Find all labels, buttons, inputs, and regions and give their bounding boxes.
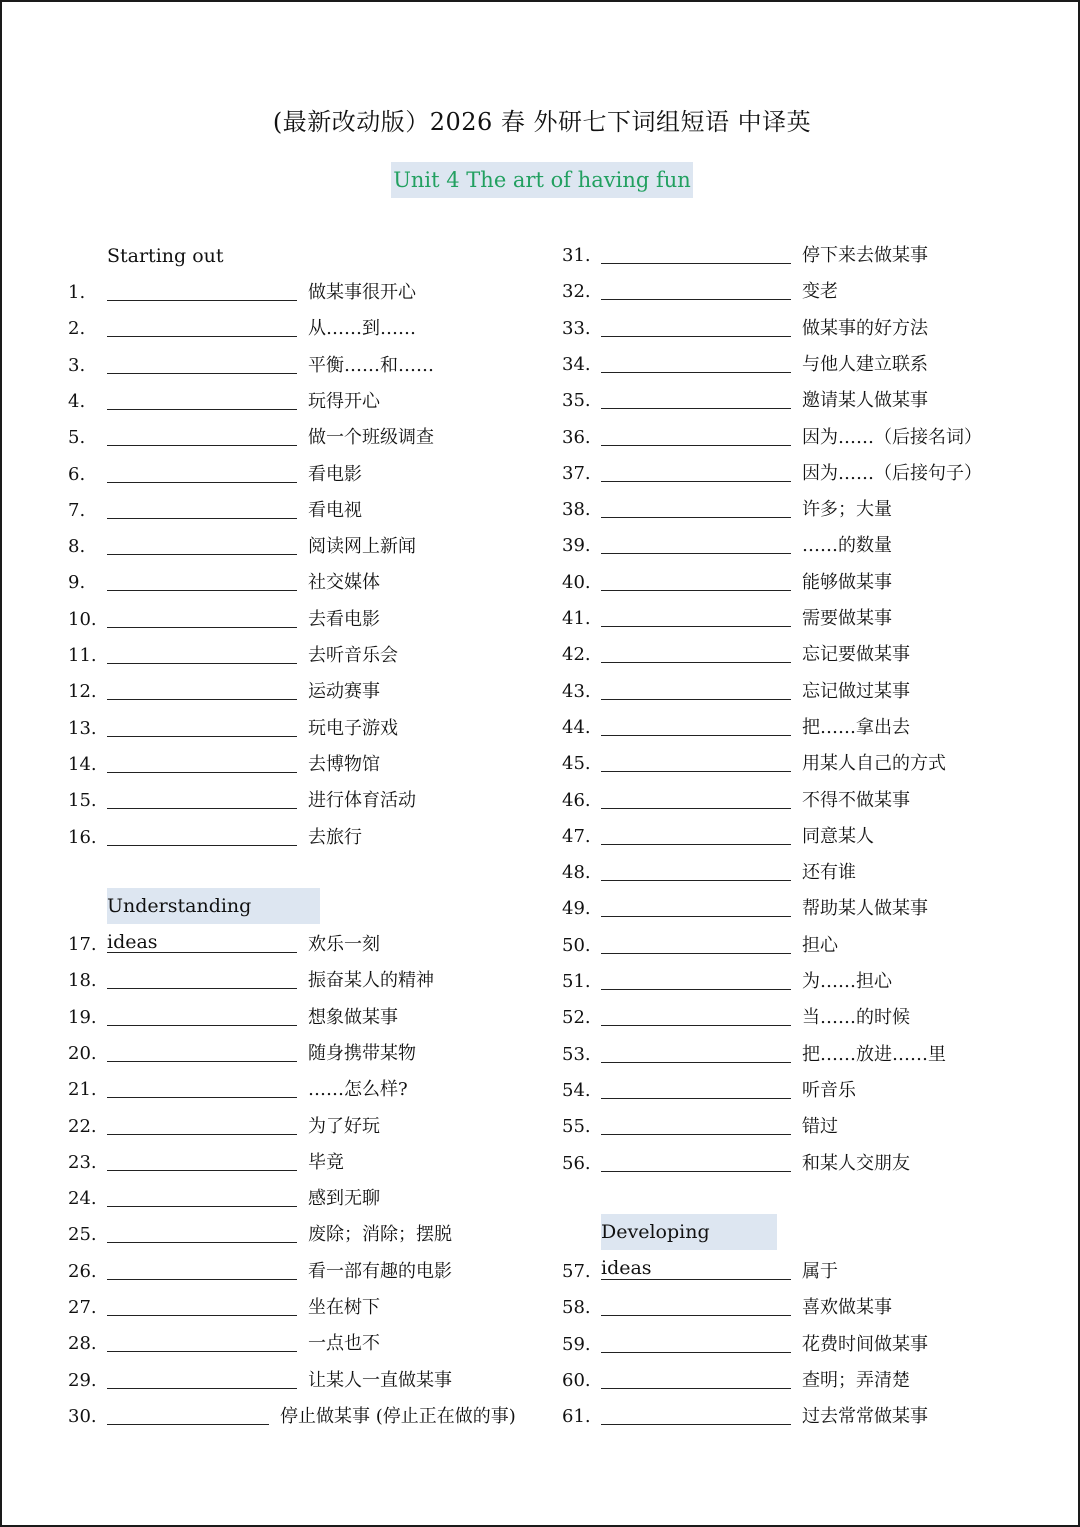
list-item [68,963,548,999]
chinese-phrase: 社交媒体 [308,572,380,593]
section-understanding-ideas: Understanding ideas [107,888,320,924]
answer-blank[interactable] [107,1242,297,1243]
item-number: 11. [68,645,97,666]
list-item [562,1109,1062,1145]
answer-blank[interactable] [601,263,791,264]
list-item [562,855,1062,891]
unit-title: Unit 4 The art of having fun [391,162,693,198]
list-item [562,274,1062,310]
answer-blank[interactable] [601,553,791,554]
answer-blank[interactable] [107,1097,297,1098]
chinese-phrase: 去博物馆 [308,754,380,775]
answer-blank[interactable] [601,408,791,409]
item-number: 5. [68,427,86,448]
section-starting-out: Starting out [107,245,224,267]
chinese-phrase: 为了好玩 [308,1116,380,1137]
list-item [562,492,1062,528]
item-number: 18. [68,970,97,991]
item-number: 54. [562,1080,591,1101]
item-number: 29. [68,1370,97,1391]
answer-blank[interactable] [601,1388,791,1389]
item-number: 15. [68,790,97,811]
chinese-phrase: 听音乐 [802,1080,856,1101]
answer-blank[interactable] [107,1351,297,1352]
chinese-phrase: 玩电子游戏 [308,718,398,739]
item-number: 35. [562,390,591,411]
answer-blank[interactable] [601,299,791,300]
answer-blank[interactable] [107,1025,297,1026]
list-item [68,638,548,674]
chinese-phrase: 查明；弄清楚 [802,1370,910,1391]
item-number: 13. [68,718,97,739]
item-number: 23. [68,1152,97,1173]
answer-blank[interactable] [107,952,297,953]
chinese-phrase: 去听音乐会 [308,645,398,666]
list-item [68,565,548,601]
item-number: 4. [68,391,86,412]
answer-blank[interactable] [107,988,297,989]
list-item [562,746,1062,782]
item-number: 17. [68,934,97,955]
chinese-phrase: 为……担心 [802,971,892,992]
answer-blank[interactable] [601,699,791,700]
answer-blank[interactable] [601,880,791,881]
answer-blank[interactable] [107,300,297,301]
list-item [68,1145,548,1181]
list-item [562,528,1062,564]
item-number: 52. [562,1007,591,1028]
answer-blank[interactable] [601,372,791,373]
list-item [68,493,548,529]
list-item [68,1000,548,1036]
chinese-phrase: 因为……（后接名词） [802,427,982,448]
chinese-phrase: 忘记要做某事 [802,644,910,665]
list-item [68,1290,548,1326]
answer-blank[interactable] [107,1134,297,1135]
list-item [68,457,548,493]
chinese-phrase: 能够做某事 [802,572,892,593]
item-number: 33. [562,318,591,339]
answer-blank[interactable] [601,626,791,627]
chinese-phrase: 需要做某事 [802,608,892,629]
item-number: 56. [562,1153,591,1174]
answer-blank[interactable] [601,1171,791,1172]
list-item [68,747,548,783]
list-item [562,637,1062,673]
answer-blank[interactable] [601,1352,791,1353]
list-item [68,1072,548,1108]
item-number: 16. [68,827,97,848]
list-item [562,456,1062,492]
chinese-phrase: 坐在树下 [308,1297,380,1318]
item-number: 47. [562,826,591,847]
answer-blank[interactable] [107,1279,297,1280]
item-number: 57. [562,1261,591,1282]
answer-blank[interactable] [601,808,791,809]
list-item [68,602,548,638]
list-item [68,1254,548,1290]
answer-blank[interactable] [601,662,791,663]
list-item [68,348,548,384]
list-item [68,1399,548,1435]
item-number: 26. [68,1261,97,1282]
answer-blank[interactable] [107,1206,297,1207]
answer-blank[interactable] [601,336,791,337]
answer-blank[interactable] [107,554,297,555]
list-item [562,928,1062,964]
chinese-phrase: 做一个班级调查 [308,427,434,448]
chinese-phrase: 担心 [802,935,838,956]
answer-blank[interactable] [107,590,297,591]
chinese-phrase: 因为……（后接句子） [802,463,982,484]
answer-blank[interactable] [107,663,297,664]
document-title: (最新改动版）2026 春 外研七下词组短语 中译英 [272,108,812,136]
answer-blank[interactable] [107,482,297,483]
chinese-phrase: 运动赛事 [308,681,380,702]
chinese-phrase: 想象做某事 [308,1007,398,1028]
chinese-phrase: 邀请某人做某事 [802,390,928,411]
chinese-phrase: 看电视 [308,500,362,521]
chinese-phrase: 过去常常做某事 [802,1406,928,1427]
chinese-phrase: 随身携带某物 [308,1043,416,1064]
list-item [562,1037,1062,1073]
list-item [562,565,1062,601]
answer-blank[interactable] [601,844,791,845]
item-number: 30. [68,1406,97,1427]
item-number: 10. [68,609,97,630]
answer-blank[interactable] [601,735,791,736]
item-number: 60. [562,1370,591,1391]
chinese-phrase: 忘记做过某事 [802,681,910,702]
item-number: 12. [68,681,97,702]
answer-blank[interactable] [107,736,297,737]
chinese-phrase: 还有谁 [802,862,856,883]
answer-blank[interactable] [107,1388,297,1389]
list-item [562,819,1062,855]
item-number: 39. [562,535,591,556]
list-item [68,529,548,565]
list-item [562,383,1062,419]
item-number: 37. [562,463,591,484]
chinese-phrase: 看电影 [308,464,362,485]
list-item [68,1363,548,1399]
item-number: 42. [562,644,591,665]
answer-blank[interactable] [107,1061,297,1062]
chinese-phrase: 把……拿出去 [802,717,910,738]
item-number: 59. [562,1334,591,1355]
list-item [68,384,548,420]
chinese-phrase: 变老 [802,281,838,302]
answer-blank[interactable] [601,771,791,772]
answer-blank[interactable] [601,953,791,954]
item-number: 22. [68,1116,97,1137]
chinese-phrase: 当……的时候 [802,1007,910,1028]
list-item [68,783,548,819]
list-item [562,1363,1062,1399]
item-number: 9. [68,572,86,593]
list-item [68,927,548,963]
chinese-phrase: 平衡……和…… [308,355,434,376]
item-number: 14. [68,754,97,775]
chinese-phrase: 一点也不 [308,1333,380,1354]
answer-blank[interactable] [601,517,791,518]
answer-blank[interactable] [107,336,297,337]
list-item [562,1000,1062,1036]
answer-blank[interactable] [107,772,297,773]
chinese-phrase: 与他人建立联系 [802,354,928,375]
answer-blank[interactable] [601,1098,791,1099]
chinese-phrase: 进行体育活动 [308,790,416,811]
chinese-phrase: 停下来去做某事 [802,245,928,266]
list-item [68,820,548,856]
item-number: 34. [562,354,591,375]
chinese-phrase: 把……放进……里 [802,1044,946,1065]
section-developing-ideas: Developing ideas [601,1214,777,1250]
list-item [562,783,1062,819]
item-number: 6. [68,464,86,485]
list-item [562,601,1062,637]
item-number: 44. [562,717,591,738]
list-item [68,674,548,710]
item-number: 40. [562,572,591,593]
chinese-phrase: ……的数量 [802,535,892,556]
answer-blank[interactable] [601,481,791,482]
list-item [562,674,1062,710]
chinese-phrase: 去旅行 [308,827,362,848]
item-number: 45. [562,753,591,774]
answer-blank[interactable] [107,699,297,700]
chinese-phrase: ……怎么样? [308,1079,408,1100]
answer-blank[interactable] [107,627,297,628]
answer-blank[interactable] [107,1424,269,1425]
chinese-phrase: 欢乐一刻 [308,934,380,955]
chinese-phrase: 看一部有趣的电影 [308,1261,452,1282]
item-number: 50. [562,935,591,956]
chinese-phrase: 做某事的好方法 [802,318,928,339]
item-number: 24. [68,1188,97,1209]
item-number: 1. [68,282,86,303]
item-number: 43. [562,681,591,702]
list-item [68,420,548,456]
item-number: 27. [68,1297,97,1318]
item-number: 32. [562,281,591,302]
list-item [562,238,1062,274]
item-number: 55. [562,1116,591,1137]
chinese-phrase: 喜欢做某事 [802,1297,892,1318]
item-number: 8. [68,536,86,557]
list-item [562,1290,1062,1326]
chinese-phrase: 用某人自己的方式 [802,753,946,774]
chinese-phrase: 花费时间做某事 [802,1334,928,1355]
list-item [562,311,1062,347]
item-number: 20. [68,1043,97,1064]
answer-blank[interactable] [601,1315,791,1316]
chinese-phrase: 阅读网上新闻 [308,536,416,557]
list-item [562,891,1062,927]
list-item [68,1181,548,1217]
item-number: 3. [68,355,86,376]
answer-blank[interactable] [107,445,297,446]
item-number: 36. [562,427,591,448]
item-number: 2. [68,318,86,339]
answer-blank[interactable] [107,808,297,809]
list-item [562,1073,1062,1109]
list-item [562,1254,1062,1290]
answer-blank[interactable] [601,1025,791,1026]
answer-blank[interactable] [107,845,297,846]
item-number: 28. [68,1333,97,1354]
item-number: 38. [562,499,591,520]
chinese-phrase: 振奋某人的精神 [308,970,434,991]
chinese-phrase: 做某事很开心 [308,282,416,303]
list-item [562,420,1062,456]
item-number: 53. [562,1044,591,1065]
item-number: 61. [562,1406,591,1427]
item-number: 46. [562,790,591,811]
answer-blank[interactable] [601,1062,791,1063]
list-item [562,1146,1062,1182]
list-item [68,275,548,311]
item-number: 31. [562,245,591,266]
item-number: 7. [68,500,86,521]
unit-title-wrap [2,162,1080,198]
chinese-phrase: 毕竟 [308,1152,344,1173]
list-item [562,1399,1062,1435]
answer-blank[interactable] [601,1134,791,1135]
list-item [562,710,1062,746]
chinese-phrase: 许多；大量 [802,499,892,520]
item-number: 58. [562,1297,591,1318]
answer-blank[interactable] [107,373,297,374]
list-item [562,347,1062,383]
chinese-phrase: 玩得开心 [308,391,380,412]
answer-blank[interactable] [601,1424,791,1425]
chinese-phrase: 属于 [802,1261,838,1282]
item-number: 48. [562,862,591,883]
item-number: 19. [68,1007,97,1028]
chinese-phrase: 不得不做某事 [802,790,910,811]
chinese-phrase: 废除；消除；摆脱 [308,1224,452,1245]
answer-blank[interactable] [107,1315,297,1316]
list-item [68,1326,548,1362]
item-number: 25. [68,1224,97,1245]
answer-blank[interactable] [601,445,791,446]
list-item [68,311,548,347]
chinese-phrase: 停止做某事 (停止正在做的事) [280,1406,516,1427]
list-item [562,964,1062,1000]
answer-blank[interactable] [107,1170,297,1171]
chinese-phrase: 去看电影 [308,609,380,630]
answer-blank[interactable] [601,989,791,990]
list-item [68,711,548,747]
chinese-phrase: 感到无聊 [308,1188,380,1209]
item-number: 49. [562,898,591,919]
item-number: 51. [562,971,591,992]
answer-blank[interactable] [601,916,791,917]
answer-blank[interactable] [107,518,297,519]
chinese-phrase: 同意某人 [802,826,874,847]
item-number: 21. [68,1079,97,1100]
answer-blank[interactable] [601,1279,791,1280]
list-item [68,1217,548,1253]
chinese-phrase: 错过 [802,1116,838,1137]
item-number: 41. [562,608,591,629]
chinese-phrase: 让某人一直做某事 [308,1370,452,1391]
chinese-phrase: 和某人交朋友 [802,1153,910,1174]
answer-blank[interactable] [107,409,297,410]
list-item [68,1036,548,1072]
chinese-phrase: 从……到…… [308,318,416,339]
list-item [562,1327,1062,1363]
chinese-phrase: 帮助某人做某事 [802,898,928,919]
list-item [68,1109,548,1145]
answer-blank[interactable] [601,590,791,591]
